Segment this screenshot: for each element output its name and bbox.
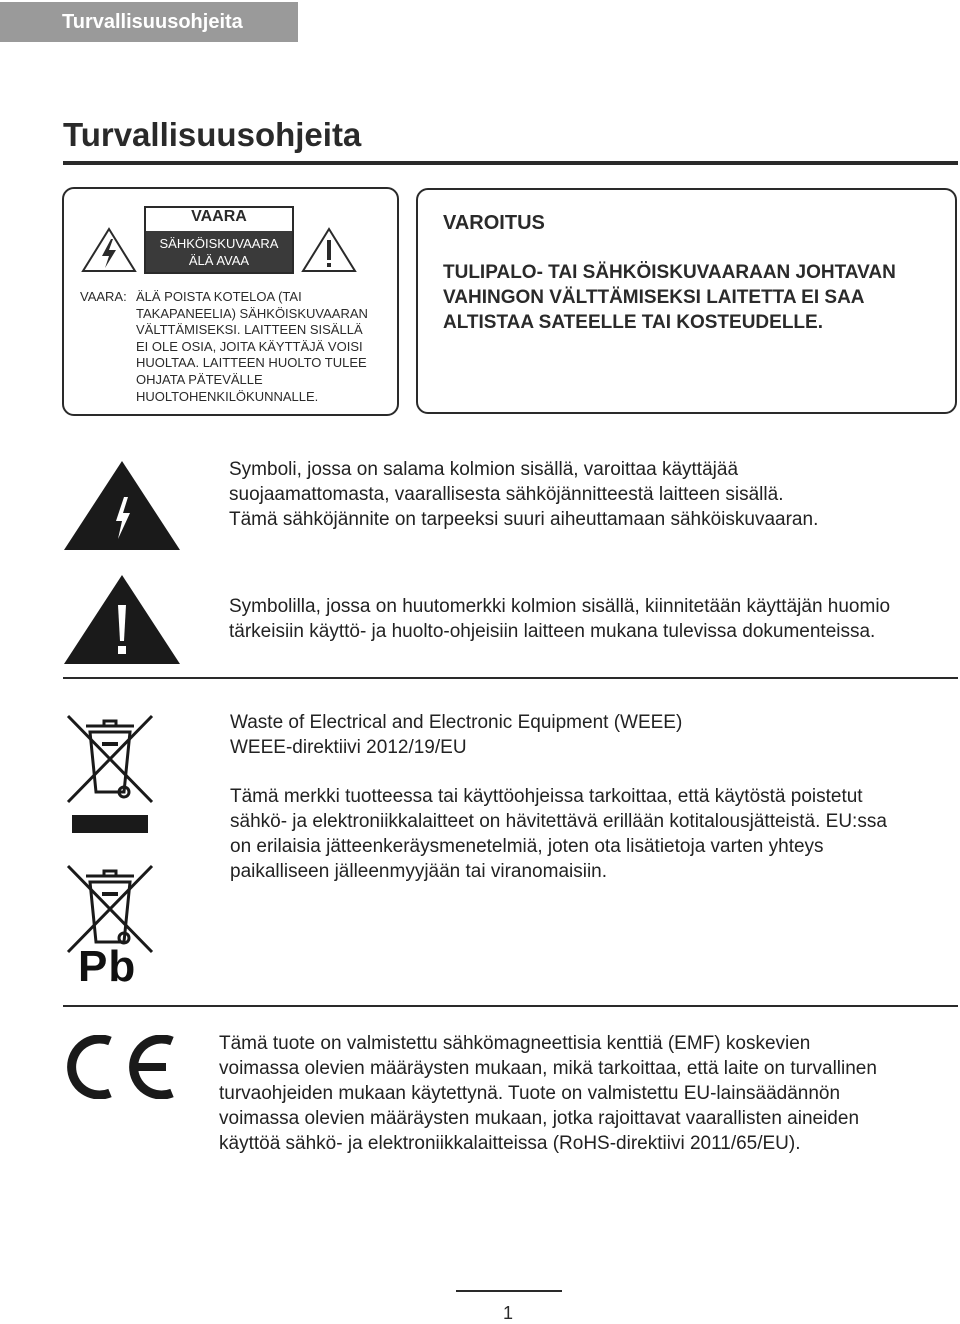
ce-description [219, 1031, 944, 1156]
text-line: voimassa olevien määräysten mukaan, mikä tarkoittaa, että laite on turvallinen [219, 1058, 877, 1079]
section-tab: Turvallisuusohjeita [0, 2, 298, 42]
vaara-line: ÄLÄ POISTA KOTELOA (TAI [136, 289, 302, 304]
text-line: suojaamattomasta, vaarallisesta sähköjännitteestä laitteen sisällä. [229, 484, 784, 505]
exclamation-triangle-icon [62, 573, 182, 665]
weee-heading [230, 710, 950, 760]
lightning-symbol-description [229, 457, 949, 532]
vaara-label-line: ÄLÄ AVAA [188, 252, 250, 268]
varoitus-text [443, 260, 943, 335]
varoitus-line: TULIPALO- TAI SÄHKÖISKUVAARAAN JOHTAVAN [443, 262, 896, 283]
text-line: voimassa olevien määräysten mukaan, jotka rajoittavat vaarallisten aineiden [219, 1108, 860, 1129]
text-line: Waste of Electrical and Electronic Equipment (WEEE) [230, 712, 683, 733]
text-line: Tämä tuote on valmistettu sähkömagneettisia kenttiä (EMF) koskevien [219, 1033, 811, 1054]
crossed-bin-icon [64, 712, 156, 836]
text-line: Tämä sähköjännite on tarpeeksi suuri aiheuttamaan sähköiskuvaaran. [229, 509, 819, 530]
exclamation-warning-icon [300, 226, 358, 274]
text-line: paikalliseen jälleenmyyjään tai viranomaisiin. [230, 861, 608, 882]
vaara-label-body [146, 231, 292, 272]
vaara-line: HUOLTAA. LAITTEEN HUOLTO TULEE [136, 355, 367, 371]
vaara-line: EI OLE OSIA, JOITA KÄYTTÄJÄ VOISI [136, 338, 363, 354]
text-line: Symboli, jossa on salama kolmion sisällä, varoittaa käyttäjää [229, 459, 739, 480]
page-number: 1 [502, 1303, 513, 1323]
ce-mark-icon [52, 1035, 176, 1099]
text-line: Tämä merkki tuotteessa tai käyttöohjeissa tarkoittaa, että käytöstä poistetut [230, 786, 863, 807]
section-divider [63, 1005, 958, 1007]
section-divider [63, 677, 958, 679]
varoitus-title: VAROITUS [443, 212, 545, 234]
vaara-line: VÄLTTÄMISEKSI. LAITTEEN SISÄLLÄ [136, 322, 363, 338]
varoitus-line: ALTISTAA SATEELLE TAI KOSTEUDELLE. [443, 312, 823, 333]
text-line: on erilaisia jätteenkeräysmenetelmiä, joten ota lisätietoja varten yhteys [230, 836, 824, 857]
exclamation-symbol-description [229, 594, 959, 644]
vaara-label-title: VAARA [191, 208, 247, 225]
footer-rule [456, 1290, 562, 1292]
vaara-line: OHJATA PÄTEVÄLLE [136, 371, 263, 387]
vaara-line: HUOLTOHENKILÖKUNNALLE. [136, 388, 319, 404]
text-line: Symbolilla, jossa on huutomerkki kolmion sisällä, kiinnitetään käyttäjän huomio [229, 596, 891, 617]
varoitus-line: VAHINGON VÄLTTÄMISEKSI LAITETTA EI SAA [443, 287, 865, 308]
text-line: tärkeisiin käyttö- ja huolto-ohjeisiin laitteen mukana tulevissa dokumenteissa. [229, 621, 876, 642]
vaara-prefix: VAARA: [80, 289, 127, 304]
title-divider [63, 161, 958, 165]
weee-description [230, 784, 950, 884]
text-line: turvaohjeiden mukaan käytettynä. Tuote on valmistettu EU-lainsäädännön [219, 1083, 841, 1104]
vaara-label-line: SÄHKÖISKUVAARA [159, 235, 279, 251]
pb-label: Pb [78, 942, 137, 991]
vaara-text [136, 289, 391, 405]
vaara-line: TAKAPANEELIA) SÄHKÖISKUVAARAN [136, 305, 368, 321]
text-line: WEEE-direktiivi 2012/19/EU [230, 737, 467, 758]
text-line: käyttöä sähkö- ja elektroniikkalaitteissa (RoHS-direktiivi 2011/65/EU). [219, 1133, 801, 1154]
page-title: Turvallisuusohjeita [63, 116, 362, 153]
lightning-warning-icon [80, 226, 138, 274]
lightning-triangle-icon [62, 459, 182, 551]
text-line: sähkö- ja elektroniikkalaitteet on hävitettävä erillään kotitalousjätteistä. EU:ssa [230, 811, 887, 832]
